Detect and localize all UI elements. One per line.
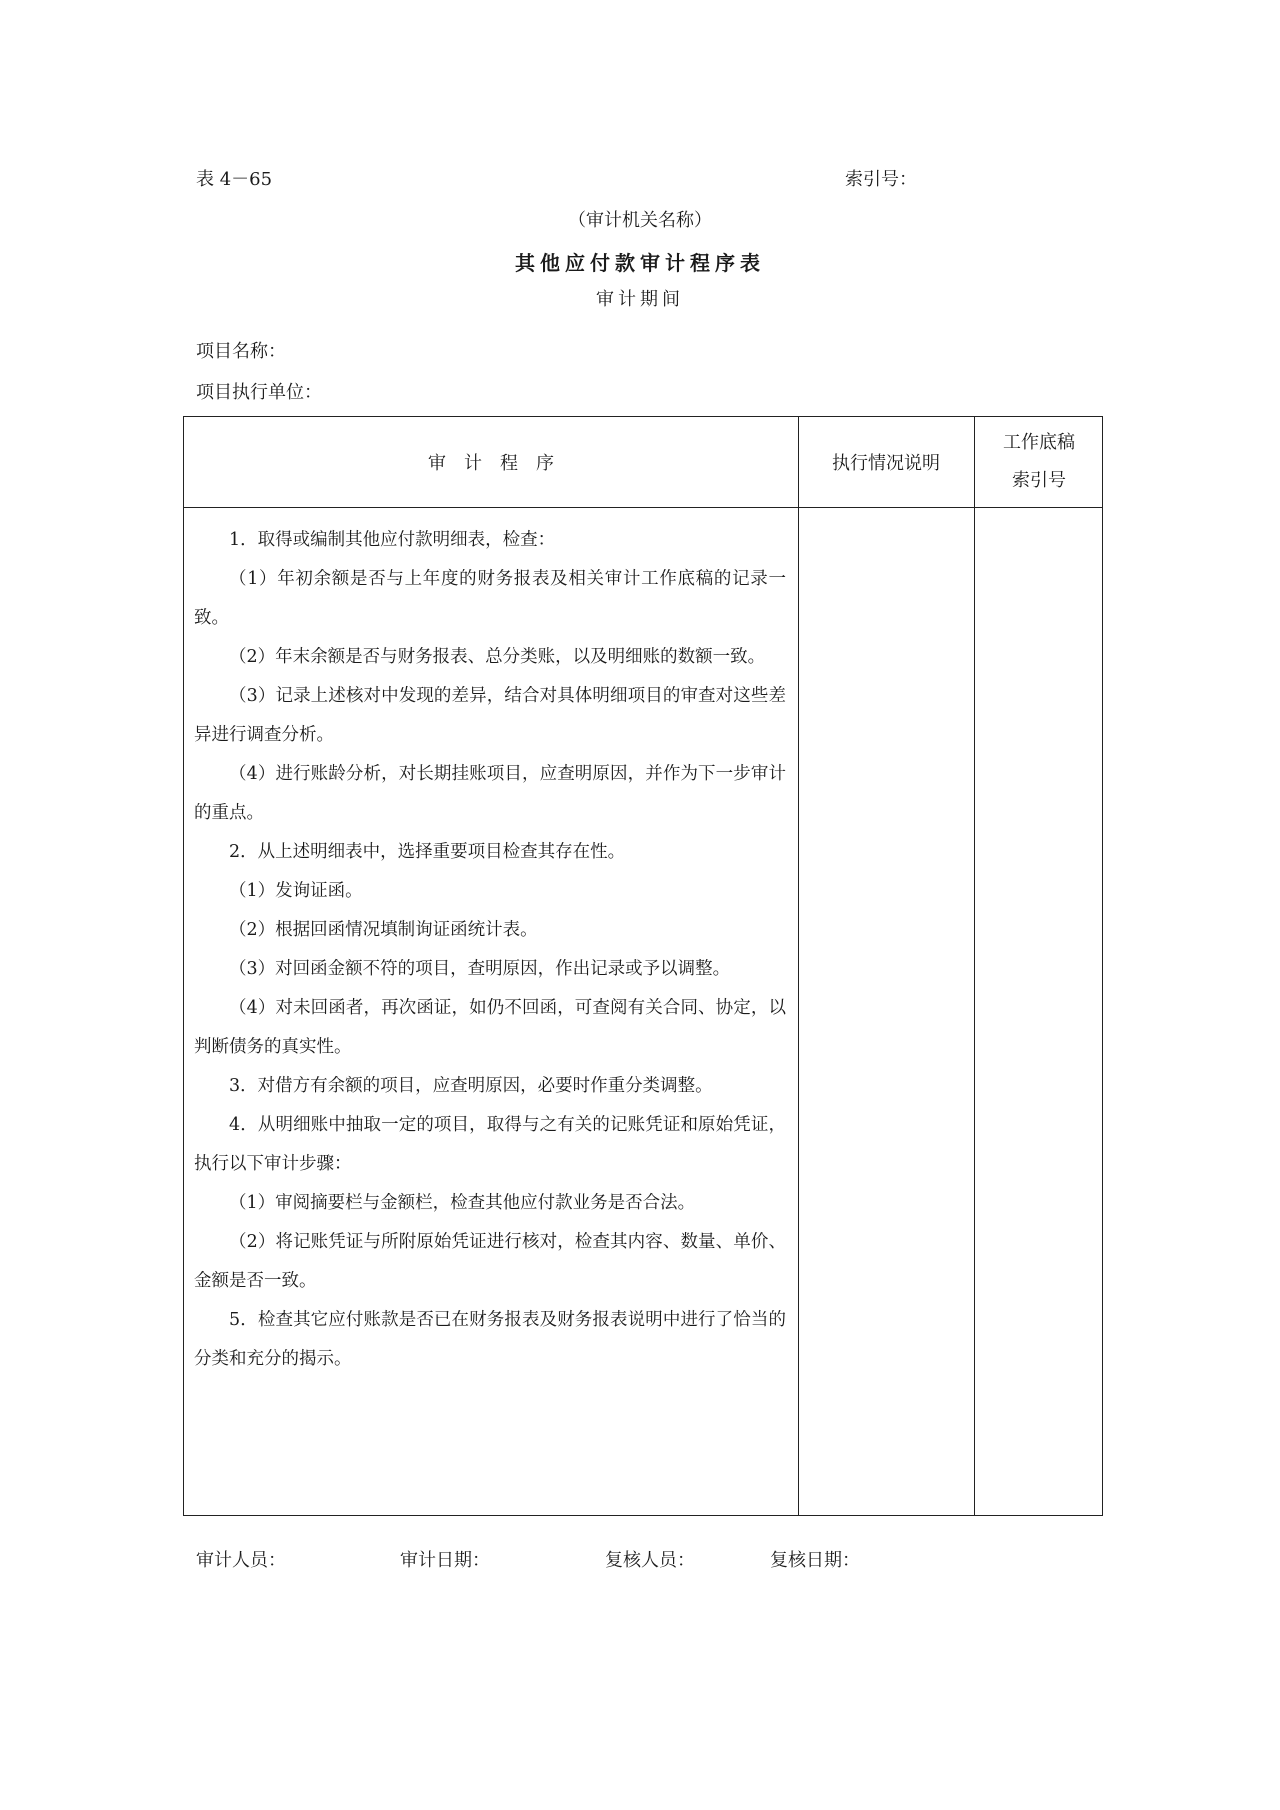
auditor-label: 审计人员： xyxy=(196,1550,286,1571)
column-divider xyxy=(798,417,799,1515)
audit-date-label: 审计日期： xyxy=(400,1550,490,1571)
audit-procedure-table xyxy=(183,416,1103,1516)
audit-period: 审计期间 xyxy=(596,289,684,310)
page-title: 其他应付款审计程序表 xyxy=(515,251,765,275)
project-name-label: 项目名称： xyxy=(196,341,286,362)
column-divider xyxy=(974,417,975,1515)
reviewer-label: 复核人员： xyxy=(605,1550,695,1571)
procedure-step: （3）记录上述核对中发现的差异，结合对具体明细项目的审查对这些差异进行调查分析。 xyxy=(194,686,786,745)
procedure-step: （2）根据回函情况填制询证函统计表。 xyxy=(229,920,538,940)
procedure-step: 4．从明细账中抽取一定的项目，取得与之有关的记账凭证和原始凭证，执行以下审计步骤： xyxy=(194,1115,786,1174)
procedure-step: 1．取得或编制其他应付款明细表，检查： xyxy=(229,530,556,550)
column-header-workpaper-line1: 工作底稿 xyxy=(1003,432,1075,453)
column-header-workpaper-line2: 索引号 xyxy=(1012,470,1066,491)
procedure-step: （4）对未回函者，再次函证，如仍不回函，可查阅有关合同、协定，以判断债务的真实性。 xyxy=(194,998,786,1057)
procedure-step: （1）年初余额是否与上年度的财务报表及相关审计工作底稿的记录一致。 xyxy=(194,569,786,628)
procedure-step: 3．对借方有余额的项目，应查明原因，必要时作重分类调整。 xyxy=(229,1076,713,1096)
procedure-step: （1）发询证函。 xyxy=(229,881,363,901)
index-number-label: 索引号： xyxy=(845,169,917,190)
procedure-step: （1）审阅摘要栏与金额栏，检查其他应付款业务是否合法。 xyxy=(229,1193,696,1213)
procedure-step: 2．从上述明细表中，选择重要项目检查其存在性。 xyxy=(229,842,626,862)
column-header-procedure: 审 计 程 序 xyxy=(428,453,554,474)
table-number: 表 4－65 xyxy=(196,169,273,190)
procedure-steps xyxy=(194,521,786,1379)
header-divider xyxy=(184,507,1102,508)
column-header-execution: 执行情况说明 xyxy=(832,453,940,474)
column-header-workpaper-index xyxy=(974,417,1104,507)
procedure-step: （2）年末余额是否与财务报表、总分类账，以及明细账的数额一致。 xyxy=(229,647,766,667)
project-unit-label: 项目执行单位： xyxy=(196,382,322,403)
audit-agency-name: （审计机关名称） xyxy=(568,210,712,231)
procedure-step: 5．检查其它应付账款是否已在财务报表及财务报表说明中进行了恰当的分类和充分的揭示。 xyxy=(194,1310,786,1369)
procedure-step: （2）将记账凭证与所附原始凭证进行核对，检查其内容、数量、单价、金额是否一致。 xyxy=(194,1232,786,1291)
procedure-step: （4）进行账龄分析，对长期挂账项目，应查明原因，并作为下一步审计的重点。 xyxy=(194,764,786,823)
procedure-step: （3）对回函金额不符的项目，查明原因，作出记录或予以调整。 xyxy=(229,959,731,979)
review-date-label: 复核日期： xyxy=(770,1550,860,1571)
